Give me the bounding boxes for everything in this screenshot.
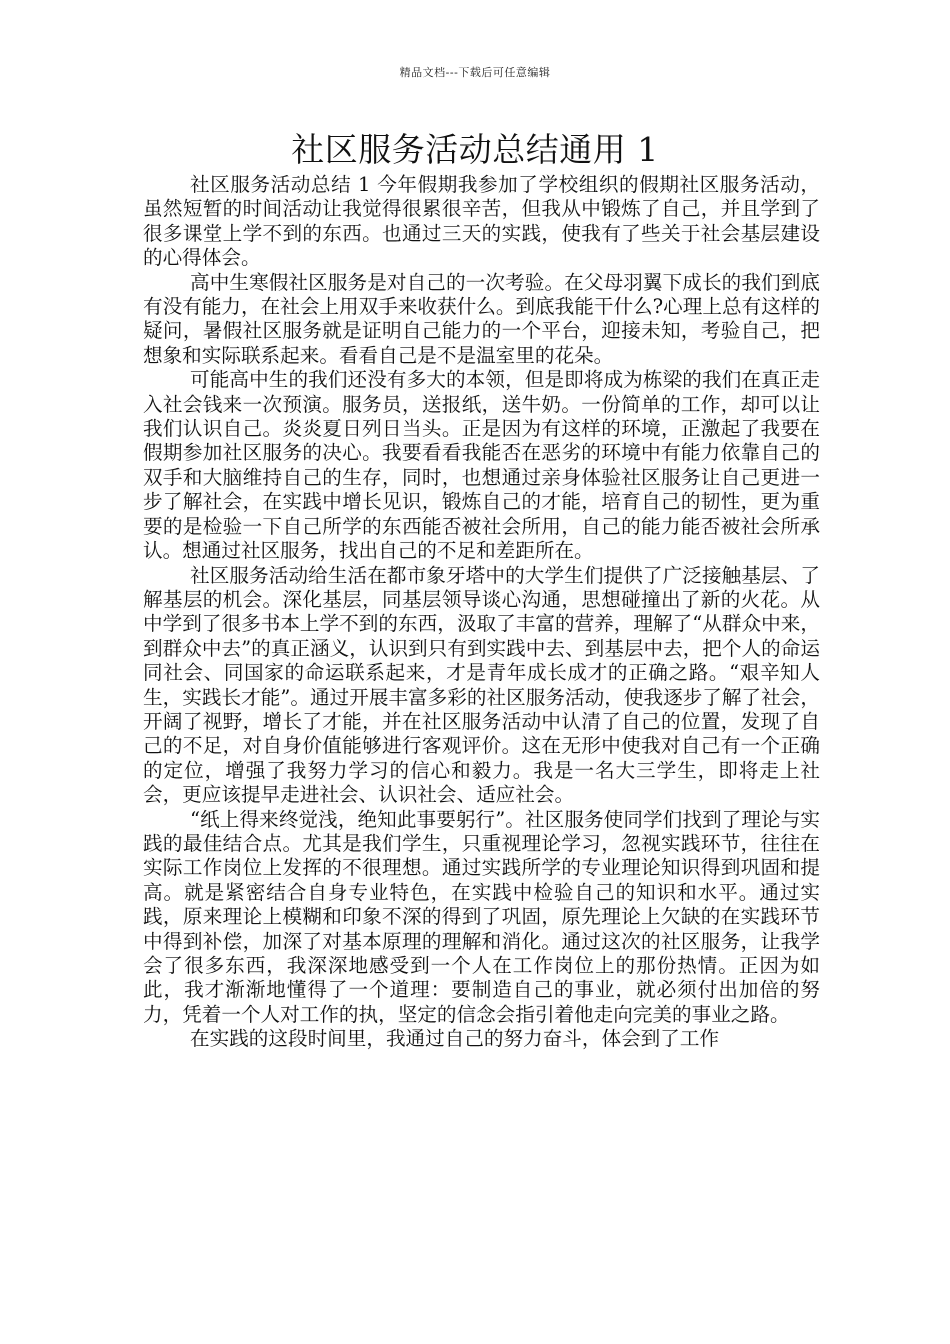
paragraph-test-of-self: 高中生寒假社区服务是对自己的一次考验。在父母羽翼下成长的我们到底有没有能力，在社会上用双手来收获什么。到底我能干什么?心理上总有这样的疑问，暑假社区服务就是证明自己能力的一个平台，迎接未知，考验自己，把想象和实际联系起来。看看自己是不是温室里的花朵。 xyxy=(143,270,820,367)
paragraph-closing: 在实践的这段时间里，我通过自己的努力奋斗，体会到了工作 xyxy=(190,1027,720,1051)
document-body xyxy=(143,173,820,1052)
document-title: 社区服务活动总结通用 1 xyxy=(291,130,659,169)
paragraph-grassroots: 社区服务活动给生活在都市象牙塔中的大学生们提供了广泛接触基层、了解基层的机会。深化基层，同基层领导谈心沟通，思想碰撞出了新的火花。从中学到了很多书本上学不到的东西，汲取了丰富的营养，理解了“从群众中来，到群众中去”的真正涵义，认识到只有到实践中去、到基层中去，把个人的命运同社会、同国家的命运联系起来，才是青年成长成才的正确之路。“艰辛知人生，实践长才能”。通过开展丰富多彩的社区服务活动，使我逐步了解了社会，开阔了视野，增长了才能，并在社区服务活动中认清了自己的位置，发现了自己的不足，对自身价值能够进行客观评价。这在无形中使我对自己有一个正确的定位，增强了我努力学习的信心和毅力。我是一名大三学生，即将走上社会，更应该提早走进社会、认识社会、适应社会。 xyxy=(143,563,820,807)
paragraph-intro: 社区服务活动总结 1 今年假期我参加了学校组织的假期社区服务活动，虽然短暂的时间活动让我觉得很累很辛苦，但我从中锻炼了自己，并且学到了很多课堂上学不到的东西。也通过三天的实践，使我有了些关于社会基层建设的心得体会。 xyxy=(143,173,820,270)
paragraph-rehearsal: 可能高中生的我们还没有多大的本领，但是即将成为栋梁的我们在真正走入社会钱来一次预演。服务员，送报纸，送牛奶。一份简单的工作，却可以让我们认识自己。炎炎夏日列日当头。正是因为有这样的环境，正激起了我要在假期参加社区服务的决心。我要看看我能否在恶劣的环境中有能力依靠自己的双手和大脑维持自己的生存，同时，也想通过亲身体验社区服务让自己更进一步了解社会，在实践中增长见识，锻炼自己的才能，培育自己的韧性，更为重要的是检验一下自己所学的东西能否被社会所用，自己的能力能否被社会所承认。想通过社区服务，找出自己的不足和差距所在。 xyxy=(143,368,820,563)
page-header-note: 精品文档---下载后可任意编辑 xyxy=(399,66,551,79)
paragraph-theory-practice: “纸上得来终觉浅，绝知此事要躬行”。社区服务使同学们找到了理论与实践的最佳结合点。尤其是我们学生，只重视理论学习，忽视实践环节，往往在实际工作岗位上发挥的不很理想。通过实践所学的专业理论知识得到巩固和提高。就是紧密结合自身专业特色，在实践中检验自己的知识和水平。通过实践，原来理论上模糊和印象不深的得到了巩固，原先理论上欠缺的在实践环节中得到补偿，加深了对基本原理的理解和消化。通过这次的社区服务，让我学会了很多东西，我深深地感受到一个人在工作岗位上的那份热情。正因为如此，我才渐渐地懂得了一个道理：要制造自己的事业，就必须付出加倍的努力，凭着一个人对工作的执，坚定的信念会指引着他走向完美的事业之路。 xyxy=(143,807,820,1026)
